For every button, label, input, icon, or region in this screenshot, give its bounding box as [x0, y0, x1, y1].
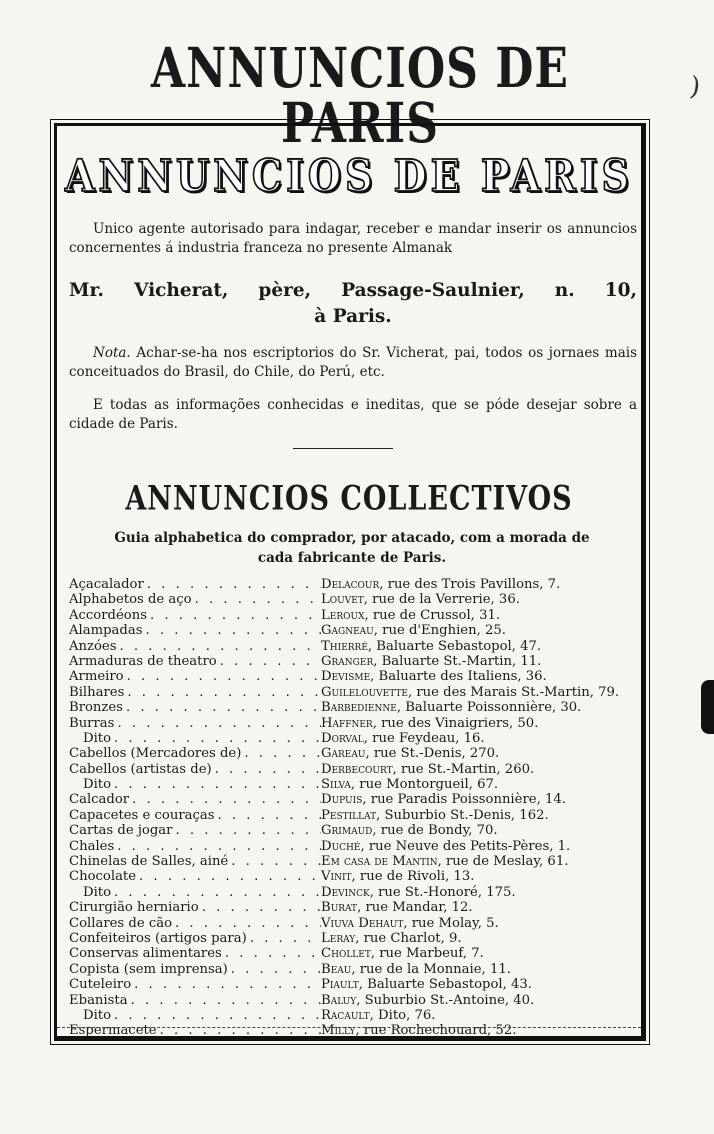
divider — [293, 448, 393, 449]
manufacturer-name: Gareau — [321, 746, 366, 762]
manufacturer-address: , rue de la Monnaie, 11. — [351, 961, 511, 977]
product-name — [69, 931, 321, 946]
information-paragraph: E todas as informações conhecidas e ineditas, que se póde desejar sobre a cidade de Paris. — [69, 397, 637, 432]
leader-dots — [111, 1008, 321, 1023]
leader-dots — [129, 792, 321, 807]
manufacturer — [321, 577, 637, 592]
list-item — [69, 700, 637, 715]
product-name — [69, 946, 321, 961]
product-text: Confeiteiros (artigos para) — [69, 930, 247, 946]
list-item — [69, 946, 637, 961]
product-name — [69, 885, 321, 900]
leader-dots — [128, 993, 321, 1008]
manufacturer — [321, 669, 637, 684]
manufacturer-address: , rue Charlot, 9. — [355, 930, 462, 946]
product-text: Cuteleiro — [69, 977, 132, 993]
product-text: Chales — [69, 838, 115, 854]
leader-dots — [123, 700, 321, 715]
product-text: Bilhares — [69, 684, 125, 700]
leader-dots — [142, 623, 321, 638]
manufacturer — [321, 731, 637, 746]
advertisement-box — [54, 123, 646, 1041]
product-text: Anzóes — [69, 638, 117, 654]
product-text: Accordéons — [69, 607, 147, 623]
manufacturer — [321, 869, 637, 884]
leader-dots — [136, 869, 321, 884]
manufacturer-name: Baluy — [321, 992, 357, 1008]
manufacturer-address: , rue Paradis Poissonnière, 14. — [362, 792, 566, 808]
product-text: Cabellos (artistas de) — [69, 761, 212, 777]
product-name — [69, 654, 321, 669]
list-item — [69, 931, 637, 946]
note-paragraph — [69, 344, 637, 382]
leader-dots — [215, 808, 321, 823]
product-text: Collares de cão — [69, 915, 173, 931]
leader-dots — [124, 669, 321, 684]
product-name — [69, 762, 321, 777]
leader-dots — [212, 762, 321, 777]
manufacturer-address: , rue Neuve des Petits-Pères, 1. — [360, 838, 571, 854]
manufacturer-address: , rue de Bondy, 70. — [372, 823, 498, 839]
manufacturer-name: Guilelouvette — [321, 684, 408, 700]
product-name — [69, 608, 321, 623]
manufacturer-address: , Baluarte Sebastopol, 47. — [367, 638, 542, 654]
product-name — [69, 577, 321, 592]
product-name — [69, 808, 321, 823]
product-name — [69, 854, 321, 869]
product-name — [69, 900, 321, 915]
manufacturer-address: , rue St.-Martin, 260. — [392, 761, 535, 777]
manufacturer-name: Silva — [321, 777, 351, 793]
list-item — [69, 623, 637, 638]
manufacturer-name: Burat — [321, 900, 358, 916]
list-item — [69, 592, 637, 607]
page-title: ANNUNCIOS DE PARIS — [151, 37, 569, 156]
manufacturer-name: Grimaud — [321, 823, 373, 839]
leader-dots — [199, 900, 321, 915]
list-item — [69, 823, 637, 838]
product-name — [69, 777, 321, 792]
product-name — [69, 623, 321, 638]
manufacturer-name: Devinck — [321, 884, 370, 900]
manufacturer-name: Louvet — [321, 592, 364, 608]
product-name — [69, 700, 321, 715]
manufacturer — [321, 839, 637, 854]
product-text: Armaduras de theatro — [69, 653, 217, 669]
leader-dots — [114, 839, 321, 854]
manufacturer — [321, 592, 637, 607]
product-text: Ebanista — [69, 992, 128, 1008]
product-text: Armeiro — [69, 669, 124, 685]
product-name — [69, 839, 321, 854]
list-item — [69, 746, 637, 761]
leader-dots — [217, 654, 321, 669]
margin-mark: ) — [687, 71, 703, 103]
product-name — [69, 993, 321, 1008]
manufacturer-name: Racault — [321, 1007, 370, 1023]
manufacturer-name: Leroux — [321, 607, 365, 623]
manufacturer-address: , Baluarte des Italiens, 36. — [370, 669, 547, 685]
product-text: Burras — [69, 715, 115, 731]
manufacturer-address: , rue Montorgueil, 67. — [350, 777, 499, 793]
product-text: Calcador — [69, 792, 130, 808]
leader-dots — [172, 916, 321, 931]
agent-address — [69, 278, 637, 330]
leader-dots — [111, 731, 321, 746]
manufacturer-address: , rue Rochechouard, 52. — [355, 1023, 517, 1039]
note-text: Achar-se-ha nos escriptorios do Sr. Vicherat, pai, todos os jornaes mais conceituados do Brasil, do Chile, do Perú, etc. — [69, 345, 637, 380]
manufacturer-name: Devisme — [321, 669, 371, 685]
manufacturer-address: , rue St.-Denis, 270. — [365, 746, 500, 762]
manufacturer — [321, 977, 637, 992]
manufacturer-address: , Baluarte Sebastopol, 43. — [358, 977, 532, 993]
manufacturer — [321, 962, 637, 977]
list-item — [69, 1023, 637, 1038]
manufacturer-address: , rue Mandar, 12. — [357, 900, 473, 916]
manufacturer-address: , rue St.-Honoré, 175. — [369, 884, 516, 900]
list-item — [69, 608, 637, 623]
leader-dots — [144, 577, 321, 592]
product-name — [69, 1023, 321, 1038]
product-name — [69, 977, 321, 992]
manufacturer-address: , rue des Trois Pavillons, 7. — [379, 577, 561, 592]
list-item — [69, 762, 637, 777]
manufacturer — [321, 654, 637, 669]
manufacturer-name: Granger — [321, 653, 374, 669]
list-item — [69, 993, 637, 1008]
manufacturer — [321, 623, 637, 638]
manufacturer — [321, 639, 637, 654]
leader-dots — [222, 946, 321, 961]
manufacturer-name: Leray — [321, 930, 356, 946]
manufacturer-name: Viuva Dehaut — [321, 915, 404, 931]
manufacturer — [321, 854, 637, 869]
manufacturer-address: , rue de Crussol, 31. — [364, 607, 501, 623]
leader-dots — [111, 885, 321, 900]
product-name — [69, 792, 321, 807]
manufacturer-address: , rue des Marais St.-Martin, 79. — [407, 684, 620, 700]
product-text: Dito — [83, 730, 112, 746]
manufacturer — [321, 823, 637, 838]
product-name — [69, 669, 321, 684]
manufacturer-name: Dorval — [321, 730, 364, 746]
manufacturer-name: Delacour — [321, 577, 380, 592]
manufacturer-address: , rue d'Enghien, 25. — [373, 623, 506, 639]
product-name — [69, 716, 321, 731]
manufacturer — [321, 1008, 637, 1023]
product-name — [69, 916, 321, 931]
manufacturer — [321, 1023, 637, 1038]
product-text: Dito — [83, 884, 112, 900]
manufacturer-name: Duché — [321, 838, 361, 854]
manufacturer — [321, 993, 637, 1008]
list-item — [69, 777, 637, 792]
list-item — [69, 839, 637, 854]
manufacturer-address: , rue Molay, 5. — [403, 915, 499, 931]
product-text: Dito — [83, 777, 112, 793]
leader-dots — [111, 777, 321, 792]
manufacturer-name: Thierré — [321, 638, 368, 654]
manufacturer — [321, 792, 637, 807]
box-title: ANNUNCIOS DE PARIS — [65, 149, 633, 202]
manufacturer-name: Pestillat — [321, 807, 377, 823]
manufacturer-address: , rue Feydeau, 16. — [363, 730, 485, 746]
list-item — [69, 1008, 637, 1023]
list-item — [69, 577, 637, 592]
agent-line-2: à Paris. — [314, 306, 392, 327]
manufacturer-address: , Baluarte St.-Martin, 11. — [373, 653, 542, 669]
leader-dots — [124, 685, 321, 700]
manufacturer — [321, 746, 637, 761]
intro-paragraph: Unico agente autorisado para indagar, receber e mandar inserir os annuncios concernentes á industria franceza no presente Almanak — [69, 221, 637, 256]
manufacturer — [321, 808, 637, 823]
list-item — [69, 808, 637, 823]
leader-dots — [131, 977, 321, 992]
manufacturer-address: , rue des Vinaigriers, 50. — [372, 715, 539, 731]
list-item — [69, 916, 637, 931]
manufacturer-name: Derbecourt — [321, 761, 393, 777]
manufacturer — [321, 700, 637, 715]
manufacturer-address: , Suburbio St.-Denis, 162. — [376, 807, 549, 823]
manufacturer-name: Chollet — [321, 946, 371, 962]
manufacturer-name: Haffner — [321, 715, 373, 731]
list-item — [69, 685, 637, 700]
manufacturer-name: Gagneau — [321, 623, 374, 639]
leader-dots — [247, 931, 321, 946]
product-text: Conservas alimentares — [69, 946, 222, 962]
product-name — [69, 639, 321, 654]
guide-subtitle: Guia alphabetica do comprador, por atacado, com a morada de cada fabricante de Paris. — [114, 530, 590, 566]
manufacturer-name: Piault — [321, 977, 359, 993]
product-text: Cirurgião herniario — [69, 900, 199, 916]
manufacturer — [321, 762, 637, 777]
manufacturer — [321, 916, 637, 931]
manufacturer — [321, 685, 637, 700]
list-item — [69, 869, 637, 884]
leader-dots — [228, 854, 321, 869]
ink-smudge — [701, 680, 714, 734]
manufacturer — [321, 946, 637, 961]
list-item — [69, 654, 637, 669]
agent-line-1: Mr. Vicherat, père, Passage-Saulnier, n. 10, — [69, 280, 637, 301]
product-text: Dito — [83, 1007, 112, 1023]
manufacturer-address: , rue de Rivoli, 13. — [351, 869, 475, 885]
product-name — [69, 962, 321, 977]
collective-title: ANNUNCIOS COLLECTIVOS — [125, 479, 573, 519]
manufacturer-address: , Dito, 76. — [369, 1007, 436, 1023]
product-name — [69, 685, 321, 700]
list-item — [69, 792, 637, 807]
product-text: Açacalador — [69, 577, 144, 592]
manufacturer-address: , rue de Meslay, 61. — [437, 854, 569, 870]
manufacturer — [321, 608, 637, 623]
manufacturer-name: Beau — [321, 961, 352, 977]
leader-dots — [241, 746, 321, 761]
list-item — [69, 669, 637, 684]
product-name — [69, 731, 321, 746]
list-item — [69, 716, 637, 731]
product-text: Chocolate — [69, 869, 137, 885]
list-item — [69, 977, 637, 992]
leader-dots — [114, 716, 321, 731]
list-item — [69, 639, 637, 654]
manufacturer-address: , rue de la Verrerie, 36. — [363, 592, 520, 608]
manufacturer-name: Milly — [321, 1023, 356, 1039]
leader-dots — [157, 1023, 321, 1038]
product-text: Chinelas de Salles, ainé — [69, 854, 229, 870]
list-item — [69, 854, 637, 869]
product-name — [69, 869, 321, 884]
product-name — [69, 1008, 321, 1023]
manufacturer-address: , rue Marbeuf, 7. — [370, 946, 484, 962]
manufacturer — [321, 885, 637, 900]
manufacturer — [321, 931, 637, 946]
product-text: Cabellos (Mercadores de) — [69, 746, 242, 762]
product-text: Espermacete — [69, 1023, 157, 1039]
product-name — [69, 823, 321, 838]
product-text: Copista (sem imprensa) — [69, 961, 228, 977]
manufacturer-address: , Baluarte Poissonnière, 30. — [396, 700, 582, 716]
leader-dots — [172, 823, 321, 838]
manufacturer-name: Vinit — [321, 869, 352, 885]
entries-list — [69, 577, 637, 1039]
list-item — [69, 900, 637, 915]
list-item — [69, 885, 637, 900]
leader-dots — [147, 608, 321, 623]
manufacturer — [321, 900, 637, 915]
product-name — [69, 746, 321, 761]
manufacturer-name: Dupuis — [321, 792, 363, 808]
manufacturer — [321, 716, 637, 731]
product-text: Alampadas — [69, 623, 143, 639]
note-label: Nota. — [93, 345, 131, 361]
manufacturer-name: Em casa de Mantin — [321, 854, 438, 870]
product-text: Bronzes — [69, 700, 123, 716]
product-name — [69, 592, 321, 607]
manufacturer-name: Barbedienne — [321, 700, 397, 716]
leader-dots — [116, 639, 321, 654]
product-text: Capacetes e couraças — [69, 807, 215, 823]
list-item — [69, 962, 637, 977]
manufacturer — [321, 777, 637, 792]
footer-rule — [57, 1027, 641, 1028]
list-item — [69, 731, 637, 746]
manufacturer-address: , Suburbio St.-Antoine, 40. — [356, 992, 535, 1008]
product-text: Cartas de jogar — [69, 823, 173, 839]
product-text: Alphabetos de aço — [69, 592, 192, 608]
leader-dots — [228, 962, 321, 977]
leader-dots — [192, 592, 321, 607]
